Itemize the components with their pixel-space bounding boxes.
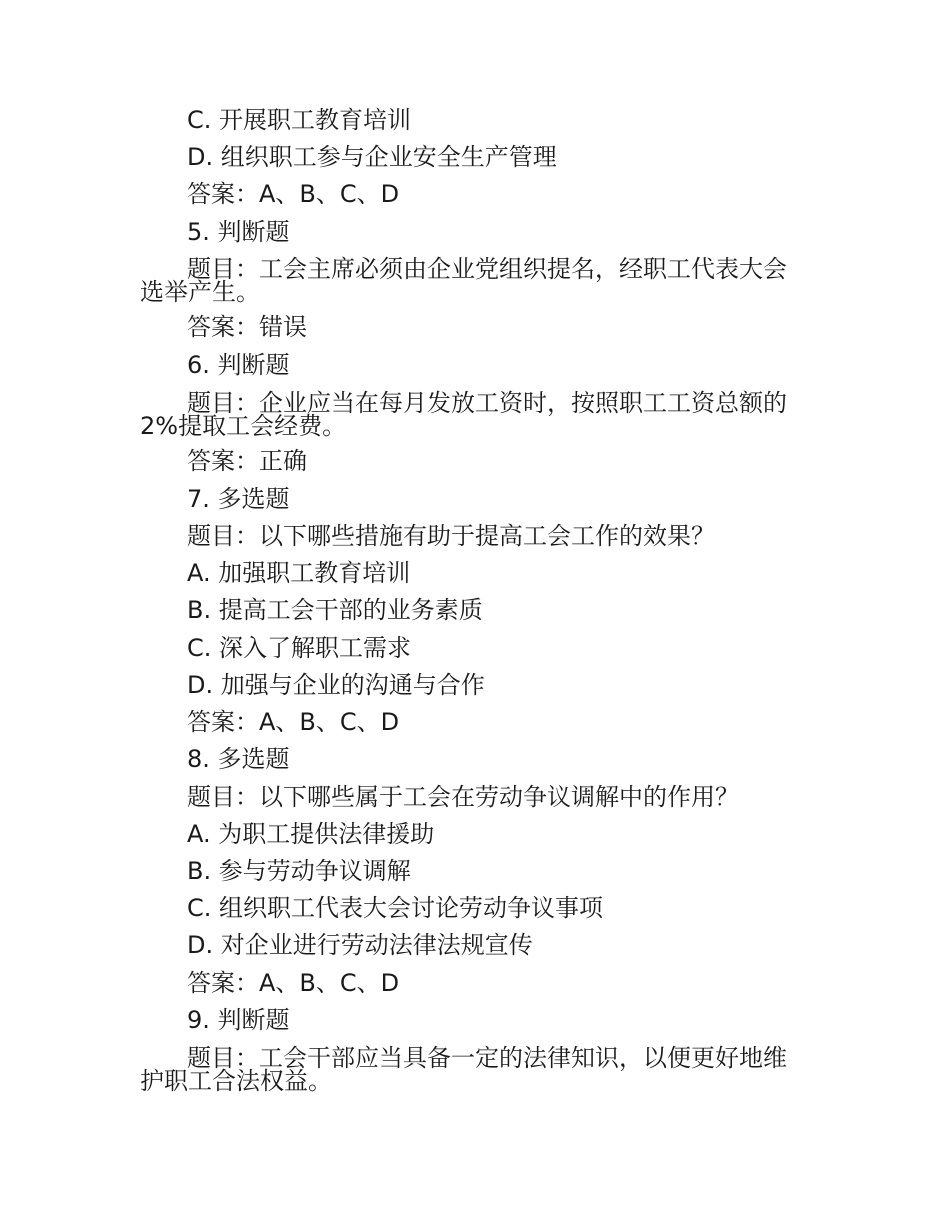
q8-option-a: A. 为职工提供法律援助 xyxy=(187,820,435,848)
q5-answer: 答案：错误 xyxy=(187,313,307,341)
q8-question: 题目：以下哪些属于工会在劳动争议调解中的作用？ xyxy=(187,783,739,811)
q9-heading: 9. 判断题 xyxy=(187,1006,290,1034)
q6-question-line2: 2%提取工会经费。 xyxy=(140,412,347,440)
q8-option-d: D. 对企业进行劳动法律法规宣传 xyxy=(187,931,533,959)
q5-question-line2: 选举产生。 xyxy=(140,278,260,306)
q5-heading: 5. 判断题 xyxy=(187,218,290,246)
q6-question-line1: 题目：企业应当在每月发放工资时，按照职工工资总额的 xyxy=(187,389,787,417)
q7-answer: 答案：A、B、C、D xyxy=(187,708,400,736)
q8-option-b: B. 参与劳动争议调解 xyxy=(187,857,411,885)
q6-heading: 6. 判断题 xyxy=(187,351,290,379)
q9-question-line2: 护职工合法权益。 xyxy=(140,1067,332,1095)
q7-question: 题目：以下哪些措施有助于提高工会工作的效果？ xyxy=(187,522,715,550)
q7-option-c: C. 深入了解职工需求 xyxy=(187,634,412,662)
q7-option-d: D. 加强与企业的沟通与合作 xyxy=(187,671,485,699)
q7-heading: 7. 多选题 xyxy=(187,485,290,513)
q8-option-c: C. 组织职工代表大会讨论劳动争议事项 xyxy=(187,894,604,922)
q5-question-line1: 题目：工会主席必须由企业党组织提名，经职工代表大会 xyxy=(187,255,787,283)
q4-option-c: C. 开展职工教育培训 xyxy=(187,106,412,134)
q4-answer: 答案：A、B、C、D xyxy=(187,180,400,208)
q4-option-d: D. 组织职工参与企业安全生产管理 xyxy=(187,143,557,171)
q9-question-line1: 题目：工会干部应当具备一定的法律知识，以便更好地维 xyxy=(187,1044,787,1072)
q8-answer: 答案：A、B、C、D xyxy=(187,969,400,997)
q7-option-b: B. 提高工会干部的业务素质 xyxy=(187,596,483,624)
q6-answer: 答案：正确 xyxy=(187,447,307,475)
q7-option-a: A. 加强职工教育培训 xyxy=(187,559,411,587)
q8-heading: 8. 多选题 xyxy=(187,745,290,773)
